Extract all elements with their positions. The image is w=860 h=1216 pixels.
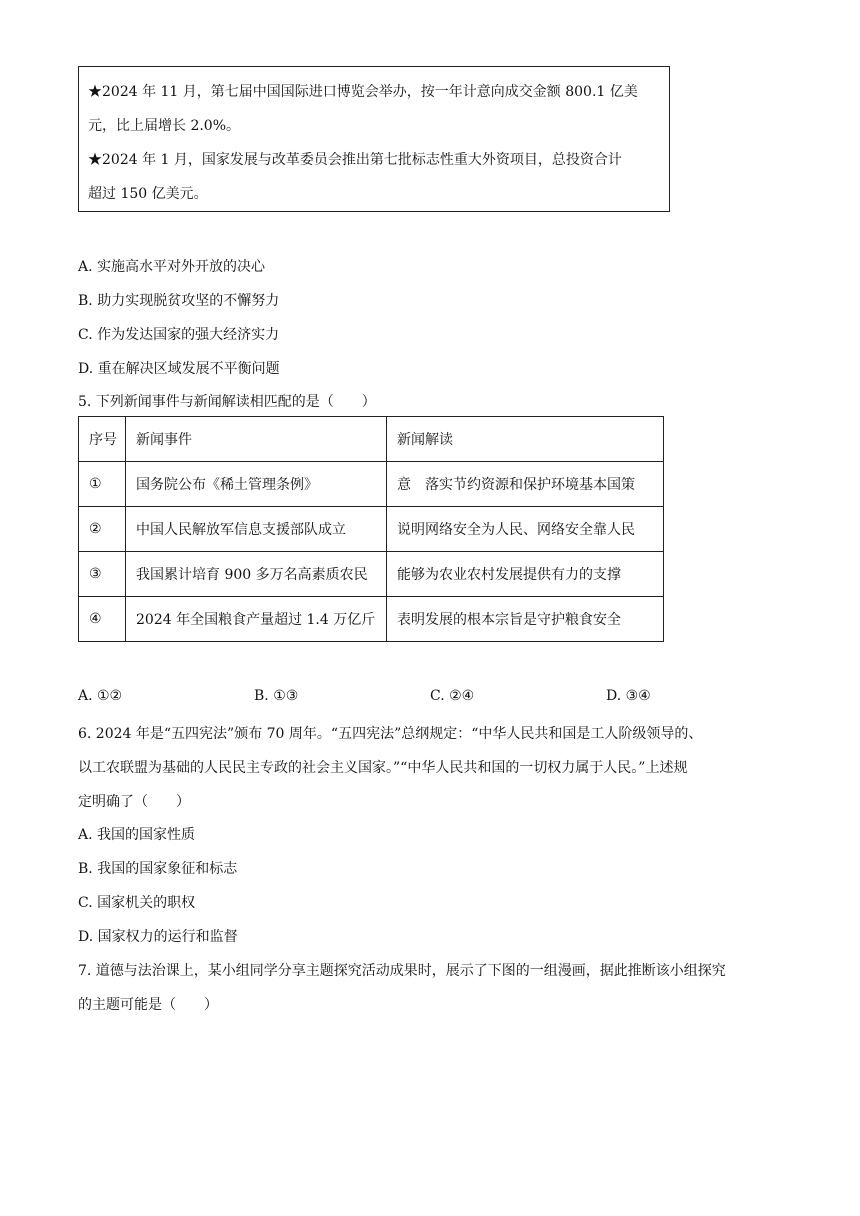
q6-option-a: A. 我国的国家性质 bbox=[78, 827, 196, 843]
table-cell: ① bbox=[79, 462, 126, 507]
info-box bbox=[78, 66, 670, 212]
q4-option-c: C. 作为发达国家的强大经济实力 bbox=[78, 327, 280, 343]
info-line: 超过 150 亿美元。 bbox=[88, 186, 208, 202]
info-line: ★2024 年 1 月，国家发展与改革委员会推出第七批标志性重大外资项目，总投资合计 bbox=[88, 152, 622, 168]
table-row bbox=[79, 597, 664, 642]
table-cell: ④ bbox=[79, 597, 126, 642]
table-cell: 2024 年全国粮食产量超过 1.4 万亿斤 bbox=[126, 597, 387, 642]
q4-option-b: B. 助力实现脱贫攻坚的不懈努力 bbox=[78, 293, 280, 309]
q5-option-b: B. ①③ bbox=[254, 688, 299, 704]
table-row bbox=[79, 507, 664, 552]
q5-stem: 5. 下列新闻事件与新闻解读相匹配的是（ ） bbox=[78, 394, 376, 410]
table-cell: 我国累计培育 900 多万名高素质农民 bbox=[126, 552, 387, 597]
q6-option-b: B. 我国的国家象征和标志 bbox=[78, 861, 238, 877]
table-cell: ③ bbox=[79, 552, 126, 597]
q6-stem-line: 定明确了（ ） bbox=[78, 794, 190, 810]
news-table bbox=[78, 416, 664, 642]
q4-option-d: D. 重在解决区域发展不平衡问题 bbox=[78, 361, 280, 377]
header-cell: 序号 bbox=[79, 417, 126, 462]
q7-stem-line: 7. 道德与法治课上，某小组同学分享主题探究活动成果时，展示了下图的一组漫画，据此推断该小组探究 bbox=[78, 963, 726, 979]
table-row bbox=[79, 462, 664, 507]
q6-stem-line: 以工农联盟为基础的人民民主专政的社会主义国家。”“中华人民共和国的一切权力属于人民。”上述规 bbox=[78, 760, 688, 776]
table-cell: 意 落实节约资源和保护环境基本国策 bbox=[387, 462, 664, 507]
table-row bbox=[79, 552, 664, 597]
q7-stem-line: 的主题可能是（ ） bbox=[78, 997, 218, 1013]
table-cell: 国务院公布《稀土管理条例》 bbox=[126, 462, 387, 507]
info-line: 元，比上届增长 2.0%。 bbox=[88, 118, 241, 134]
header-cell: 新闻解读 bbox=[387, 417, 664, 462]
q6-option-c: C. 国家机关的职权 bbox=[78, 895, 196, 911]
table-header-row bbox=[79, 417, 664, 462]
q4-option-a: A. 实施高水平对外开放的决心 bbox=[78, 259, 266, 275]
table-cell: 说明网络安全为人民、网络安全靠人民 bbox=[387, 507, 664, 552]
table-cell: 中国人民解放军信息支援部队成立 bbox=[126, 507, 387, 552]
table-cell: 表明发展的根本宗旨是守护粮食安全 bbox=[387, 597, 664, 642]
table-cell: ② bbox=[79, 507, 126, 552]
q5-option-a: A. ①② bbox=[78, 688, 123, 704]
q6-stem-line: 6. 2024 年是“五四宪法”颁布 70 周年。“五四宪法”总纲规定：“中华人民共和国是工人阶级领导的、 bbox=[78, 726, 703, 742]
q6-option-d: D. 国家权力的运行和监督 bbox=[78, 929, 238, 945]
info-line: ★2024 年 11 月，第七届中国国际进口博览会举办，按一年计意向成交金额 800.1 亿美 bbox=[88, 84, 638, 100]
q5-option-c: C. ②④ bbox=[430, 688, 475, 704]
q5-option-d: D. ③④ bbox=[606, 688, 651, 704]
table-cell: 能够为农业农村发展提供有力的支撑 bbox=[387, 552, 664, 597]
header-cell: 新闻事件 bbox=[126, 417, 387, 462]
